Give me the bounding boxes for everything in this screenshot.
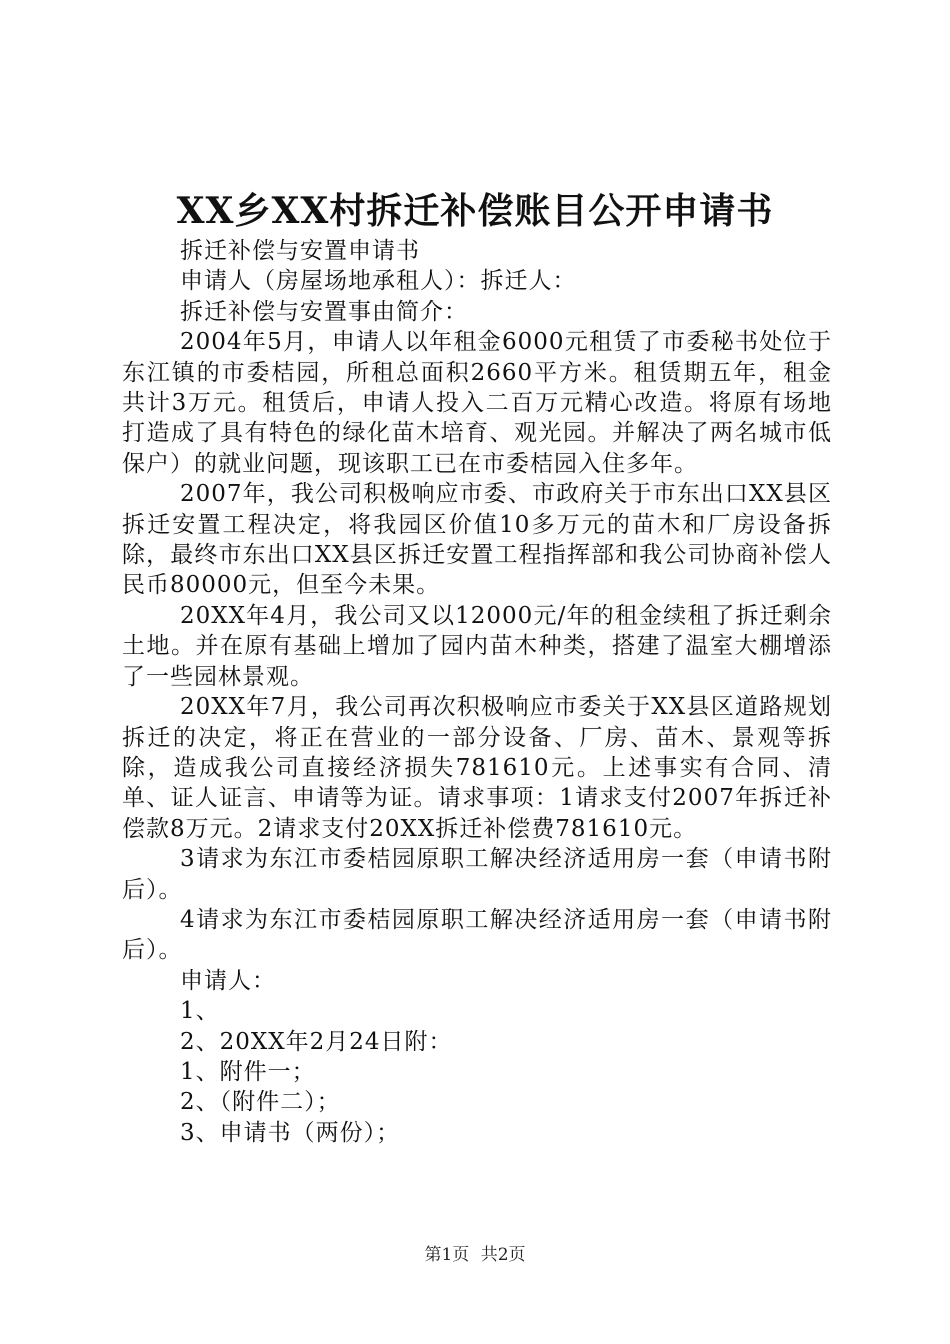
document-body	[122, 236, 832, 1148]
paragraph-20xx-april: 20XX年4月，我公司又以12000元/年的租金续租了拆迁剩余土地。并在原有基础上增加了园内苗木种类，搭建了温室大棚增添了一些园林景观。	[122, 602, 832, 690]
paragraph-request-4: 4请求为东江市委桔园原职工解决经济适用房一套（申请书附后）。	[122, 906, 832, 964]
paragraph-summary-label: 拆迁补偿与安置事由简介：	[180, 298, 468, 325]
paragraph-item-1: 1、	[180, 998, 220, 1025]
paragraph-applicant: 申请人：	[180, 967, 276, 994]
paragraph-heading: 拆迁补偿与安置申请书	[180, 238, 420, 264]
paragraph-2004: 2004年5月，申请人以年租金6000元租赁了市委秘书处位于东江镇的市委桔园，所租总面积2660平方米。租赁期五年，租金共计3万元。租赁后，申请人投入二百万元精心改造。将原有场地打造成了具有特色的绿化苗木培育、观光园。并解决了两名城市低保户）的就业问题，现该职工已在市委桔园入住多年。	[122, 329, 832, 477]
attachment-item-1: 1、附件一；	[180, 1058, 316, 1085]
attachment-item-3: 3、申请书（两份）；	[180, 1119, 401, 1146]
paragraph-20xx-july: 20XX年7月，我公司再次积极响应市委关于XX县区道路规划拆迁的决定，将正在营业的一部分设备、厂房、苗木、景观等拆除，造成我公司直接经济损失781610元。上述事实有合同、清单、证人证言、申请等为证。请求事项：1请求支付2007年拆迁补偿款8万元。2请求支付20XX拆迁补偿费781610元。	[122, 694, 832, 842]
paragraph-item-2-date: 2、20XX年2月24日附：	[180, 1028, 453, 1055]
page-footer	[0, 1244, 950, 1266]
paragraph-request-3: 3请求为东江市委桔园原职工解决经济适用房一套（申请书附后）。	[122, 846, 832, 903]
page-number: 第1页	[424, 1245, 470, 1265]
page-total: 共2页	[480, 1245, 526, 1265]
document-title: XX乡XX村拆迁补偿账目公开申请书	[176, 190, 774, 232]
paragraph-2007: 2007年，我公司积极响应市委、市政府关于市东出口XX县区拆迁安置工程决定，将我园区价值10多万元的苗木和厂房设备拆除，最终市东出口XX县区拆迁安置工程指挥部和我公司协商补偿人民币80000元，但至今未果。	[122, 481, 832, 599]
paragraph-parties: 申请人（房屋场地承租人）：拆迁人：	[180, 268, 577, 295]
attachment-item-2: 2、（附件二）；	[180, 1089, 341, 1116]
